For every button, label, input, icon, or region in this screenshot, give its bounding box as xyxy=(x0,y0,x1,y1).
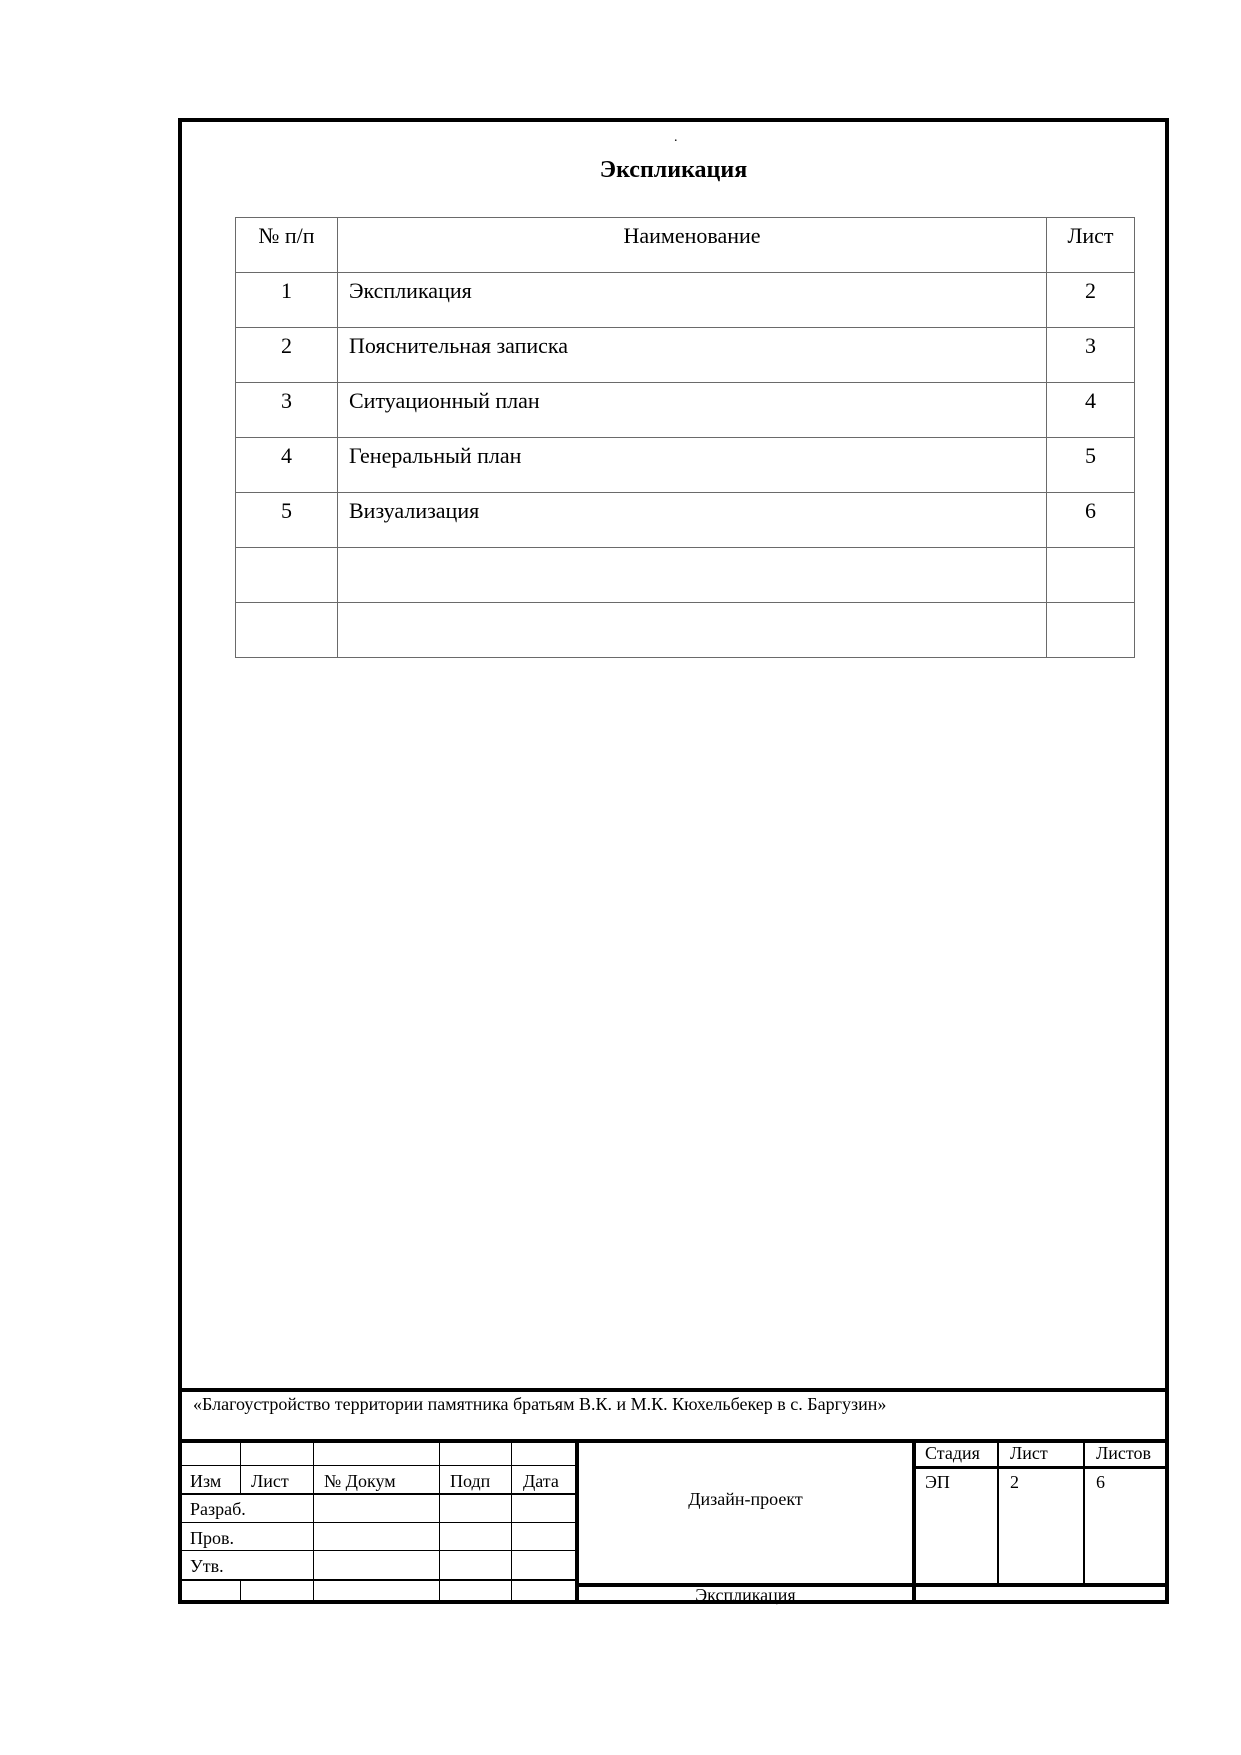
row-name: Экспликация xyxy=(338,273,1047,328)
project-name: «Благоустройство территории памятника братьям В.К. и М.К. Кюхельбекер в с. Баргузин» xyxy=(193,1394,887,1414)
row-name: Пояснительная записка xyxy=(338,328,1047,383)
grid-h4 xyxy=(180,1550,576,1551)
header-name: Наименование xyxy=(338,218,1047,273)
grid-v1-top xyxy=(240,1441,241,1494)
header-marker: . xyxy=(674,130,678,145)
table-row xyxy=(236,383,1135,438)
row-sheet xyxy=(1047,548,1135,603)
header-number: № п/п xyxy=(236,218,338,273)
row-sheet: 2 xyxy=(1047,273,1135,328)
table-row xyxy=(236,328,1135,383)
table-row xyxy=(236,273,1135,328)
row-sheet xyxy=(1047,603,1135,658)
stamp-v-sheet xyxy=(997,1441,999,1584)
header-sheet: Лист xyxy=(1047,218,1135,273)
row-number xyxy=(236,603,338,658)
sheets-value: 6 xyxy=(1096,1472,1105,1492)
stamp-v-right xyxy=(912,1441,916,1604)
grid-v3 xyxy=(439,1441,440,1603)
stamp-v-sheets xyxy=(1083,1441,1085,1584)
label-podp: Подп xyxy=(450,1471,491,1491)
design-label: Дизайн-проект xyxy=(688,1489,803,1509)
row-number xyxy=(236,548,338,603)
label-razrab: Разраб. xyxy=(190,1499,246,1519)
row-number: 1 xyxy=(236,273,338,328)
stage-value: ЭП xyxy=(925,1472,950,1492)
page-title: Экспликация xyxy=(599,157,748,183)
row-number: 3 xyxy=(236,383,338,438)
table-row xyxy=(236,438,1135,493)
label-prov: Пров. xyxy=(190,1528,234,1548)
sheet-title: Экспликация xyxy=(695,1585,796,1605)
grid-h3 xyxy=(180,1522,576,1523)
grid-v2 xyxy=(313,1441,314,1603)
stamp-stage-line xyxy=(913,1466,1169,1469)
grid-v1-bottom xyxy=(240,1579,241,1603)
label-data: Дата xyxy=(523,1471,559,1491)
grid-v4 xyxy=(511,1441,512,1603)
table-header-row xyxy=(236,218,1135,273)
label-stage: Стадия xyxy=(925,1443,980,1463)
row-name: Визуализация xyxy=(338,493,1047,548)
table-row xyxy=(236,493,1135,548)
row-name: Ситуационный план xyxy=(338,383,1047,438)
label-izm: Изм xyxy=(190,1471,222,1491)
row-number: 2 xyxy=(236,328,338,383)
row-number: 4 xyxy=(236,438,338,493)
row-sheet: 3 xyxy=(1047,328,1135,383)
table-row-empty xyxy=(236,548,1135,603)
stamp-top-line xyxy=(178,1388,1169,1392)
label-dokum: № Докум xyxy=(324,1471,396,1491)
row-sheet: 5 xyxy=(1047,438,1135,493)
explication-table xyxy=(235,217,1135,658)
label-sheets: Листов xyxy=(1096,1443,1151,1463)
row-number: 5 xyxy=(236,493,338,548)
row-name: Генеральный план xyxy=(338,438,1047,493)
row-name xyxy=(338,548,1047,603)
row-sheet: 6 xyxy=(1047,493,1135,548)
label-list: Лист xyxy=(251,1471,289,1491)
table-row-empty xyxy=(236,603,1135,658)
sheet-value: 2 xyxy=(1010,1472,1019,1492)
label-sheet: Лист xyxy=(1010,1443,1048,1463)
label-utv: Утв. xyxy=(190,1556,224,1576)
row-name xyxy=(338,603,1047,658)
row-sheet: 4 xyxy=(1047,383,1135,438)
